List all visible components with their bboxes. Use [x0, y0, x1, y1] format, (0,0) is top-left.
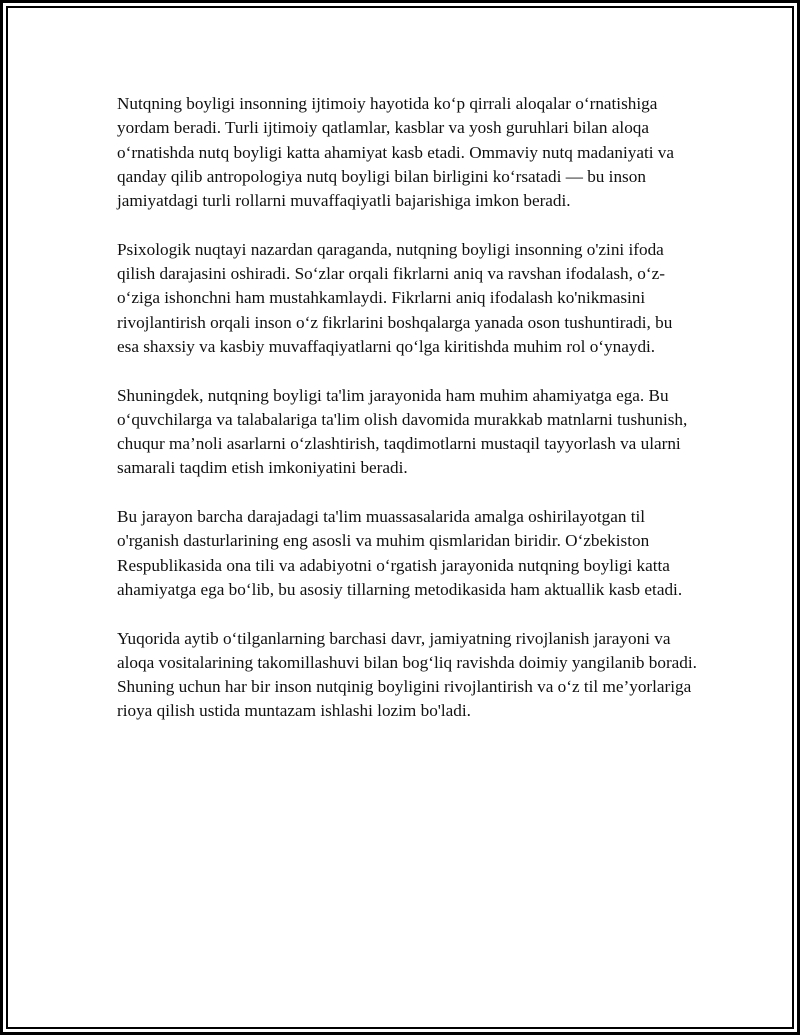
paragraph-5: Yuqorida aytib o‘tilganlarning barchasi davr, jamiyatning rivojlanish jarayoni va aloqa vositalarining takomillashuvi bilan bog‘liq ravishda doimiy yangilanib boradi. Shuning uchun har bir inson nutqinig boyligini rivojlantirish va o‘z til me’yorlariga rioya qilish ustida muntazam ishlashi lozim bo'ladi.	[117, 628, 697, 721]
paragraph-2: Psixologik nuqtayi nazardan qaraganda, nutqning boyligi insonning o'zini ifoda qilish darajasini oshiradi. So‘zlar orqali fikrlarni aniq va ravshan ifodalash, o‘z-o‘ziga ishonchni ham mustahkamlaydi. Fikrlarni aniq ifodalash ko'nikmasini rivojlantirish orqali inson o‘z fikrlarini boshqalarga yanada oson tushuntiradi, bu esa shaxsiy va kasbiy muvaffaqiyatlarni qo‘lga kiritishda muhim rol o‘ynaydi.	[117, 239, 673, 356]
document-body	[117, 92, 697, 748]
paragraph-3: Shuningdek, nutqning boyligi ta'lim jarayonida ham muhim ahamiyatga ega. Bu o‘quvchilarga va talabalariga ta'lim olish davomida murakkab matnlarni tushunish, chuqur ma’noli asarlarni o‘zlashtirish, taqdimotlarni mustaqil tayyorlash va ularni samarali taqdim etish imkoniyatini beradi.	[117, 385, 688, 478]
paragraph-4: Bu jarayon barcha darajadagi ta'lim muassasalarida amalga oshirilayotgan til o'rganish dasturlarining eng asosli va muhim qismlaridan biridir. O‘zbekiston Respublikasida ona tili va adabiyotni o‘rgatish jarayonida nutqning boyligi katta ahamiyatga ega bo‘lib, bu asosiy tillarning metodikasida ham aktuallik kasb etadi.	[117, 507, 683, 599]
paragraph-1: Nutqning boyligi insonning ijtimoiy hayotida ko‘p qirrali aloqalar o‘rnatishiga yordam beradi. Turli ijtimoiy qatlamlar, kasblar va yosh guruhlari bilan aloqa o‘rnatishda nutq boyligi katta ahamiyat kasb etadi. Ommaviy nutq madaniyati va qanday qilib antropologiya nutq boyligi bilan birligini ko‘rsatadi — bu inson jamiyatdagi turli rollarni muvaffaqiyatli bajarishiga imkon beradi.	[117, 94, 675, 211]
